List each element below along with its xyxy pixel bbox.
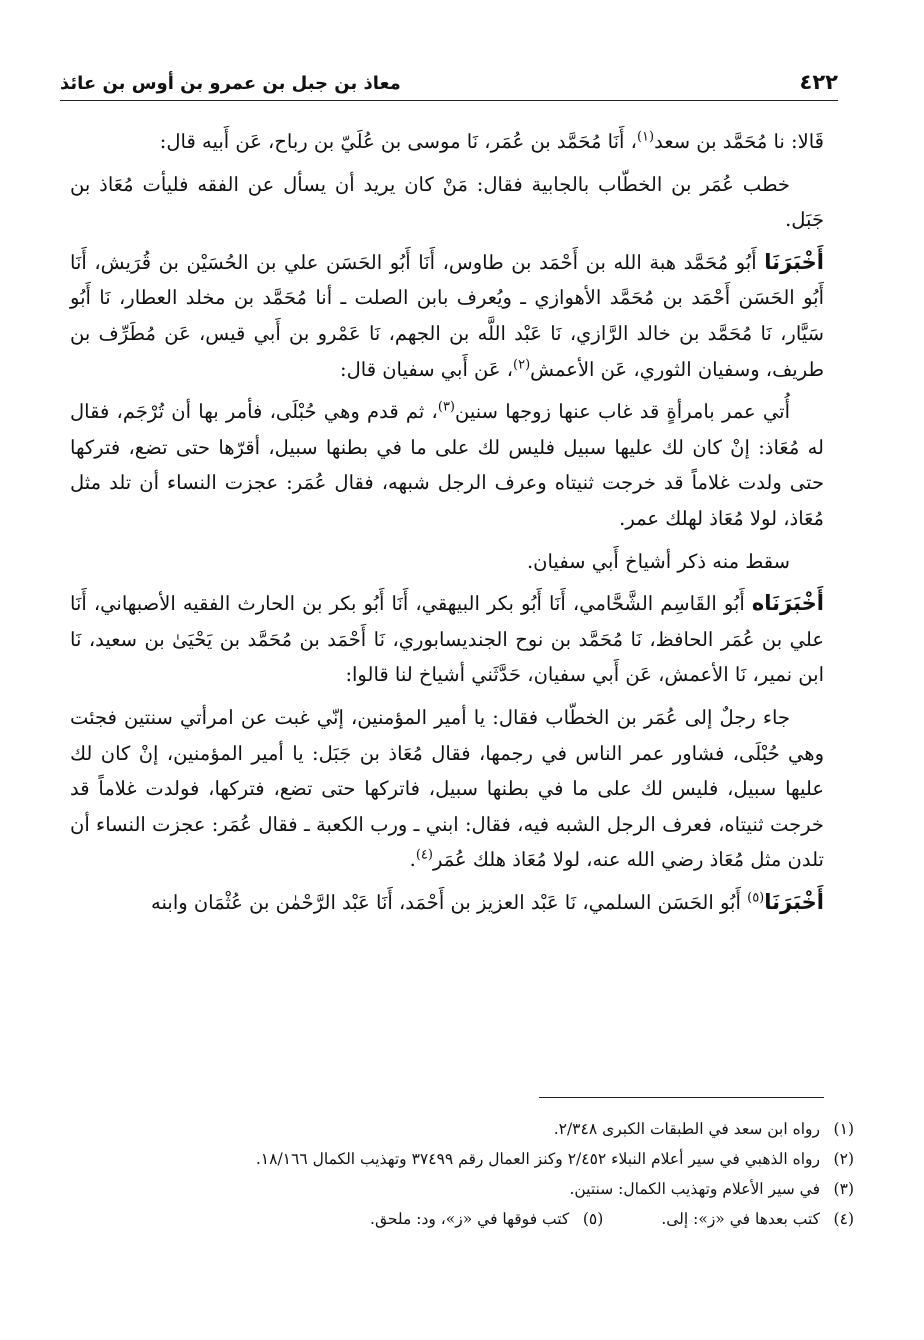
- footnote-marker[interactable]: (٤): [415, 847, 433, 863]
- footnote: [370, 1204, 603, 1234]
- footnote-rule: [539, 1097, 824, 1098]
- footnote-marker[interactable]: (٢): [513, 357, 531, 373]
- footnote-text: في سير الأعلام وتهذيب الكمال: سنتين.: [569, 1180, 820, 1198]
- footnote-row: [70, 1204, 854, 1234]
- footnote: [70, 1114, 854, 1144]
- text-paragraph: خطب عُمَر بن الخطّاب بالجابية فقال: مَنْ كان يريد أن يسأل عن الفقه فليأت مُعَاذ بن جَبَل.: [70, 172, 824, 232]
- header-rule: [60, 100, 838, 101]
- chain-keyword: أَخْبَرَنَا: [764, 249, 824, 274]
- footnote-text: رواه ابن سعد في الطبقات الكبرى ٢/٣٤٨.: [553, 1120, 820, 1138]
- text-paragraph: أُتي عمر بامرأةٍ قد غاب عنها زوجها سنين$^{(٣)}$، ثم قدم وهي حُبْلَى، فأمر بها أن تُرْجَم، فقال له مُعَاذ: إنْ كان لك عليها سبيل فليس لك على ما في بطنها سبيل، أقرّها حتى تضع، فتركها حتى ولدت غلاماً قد خرجت ثنيتاه وعرف الرجل شبهه، فقال عُمَر: عجزت النساء أن تلد مثل مُعَاذ، لولا مُعَاذ لهلك عمر.: [70, 399, 824, 530]
- isnad-paragraph: أَخْبَرَنَا أَبُو مُحَمَّد هبة الله بن أَحْمَد بن طاوس، أَنَا أَبُو الحَسَن علي بن الحُسَيْن بن قُرَيش، أَنَا أَبُو الحَسَن أَحْمَد بن مُحَمَّد الأهوازي ـ ويُعرف بابن الصلت ـ أنا مُحَمَّد بن مخلد العطار، نَا أَبُو سَيَّار، نَا مُحَمَّد بن خالد الرَّازي، نَا عَبْد اللَّه بن الجهم، نَا عَمْرو بن أَبي قيس، عَن مُطَرِّف بن طريف، وسفيان الثوري، عَن الأعمش$^{(٢)}$، عَن أَبي سفيان قال:: [70, 249, 824, 381]
- text-paragraph: جاء رجلٌ إلى عُمَر بن الخطّاب فقال: يا أمير المؤمنين، إنّي غبت عن امرأتي سنتين فجئت وهي حُبْلَى، فشاور عمر الناس في رجمها، فقال مُعَاذ بن جَبَل: يا أمير المؤمنين، إنْ كان لك عليها سبيل، فليس لك على ما في بطنها سبيل، فاتركها حتى تضع، فتركها، فولدت غلاماً قد خرجت ثنيتاه، فعرف الرجل الشبه فيه، فقال: ابني ـ ورب الكعبة ـ فقال عُمَر: عجزت النساء أن تلدن مثل مُعَاذ رضي الله عنه، لولا مُعَاذ هلك عُمَر$^{(٤)}$.: [70, 705, 824, 872]
- footnote: [70, 1144, 854, 1174]
- footnote-number: (٢): [833, 1150, 854, 1168]
- page-number: ٤٢٢: [799, 70, 838, 94]
- footnote: [70, 1174, 854, 1204]
- footnote-marker[interactable]: (١): [636, 129, 655, 145]
- footnote-marker[interactable]: (٥): [747, 890, 765, 906]
- footnote-number: (٣): [833, 1180, 854, 1198]
- running-title: معاذ بن جبل بن عمرو بن أوس بن عائذ: [60, 73, 401, 94]
- footnotes: [70, 1114, 854, 1234]
- footnote-marker[interactable]: (٣): [437, 399, 455, 415]
- footnote-text: كتب فوقها في «ز»، ود: ملحق.: [370, 1210, 570, 1228]
- main-text: [70, 124, 824, 927]
- text-paragraph: قَالا: نا مُحَمَّد بن سعد$^{(١)}$، أَنَا مُحَمَّد بن عُمَر، نَا موسى بن عُلَيّ بن رباح، عَن أَبيه قال:: [159, 129, 824, 153]
- isnad-paragraph: أَخْبَرَنَا$^{(٥)}$ أَبُو الحَسَن السلمي، نَا عَبْد العزيز بن أَحْمَد، أَنَا عَبْد الرَّحْمٰن بن عُثْمَان وابنه: [151, 889, 824, 914]
- footnote-text: كتب بعدها في «ز»: إلى.: [661, 1210, 820, 1228]
- footnote-number: (٤): [833, 1210, 854, 1228]
- footnote-number: (١): [833, 1120, 854, 1138]
- isnad-paragraph: أَخْبَرَنَاه أَبُو القَاسِم الشَّحَّامي، أَنَا أَبُو بكر البيهقي، أَنَا أَبُو بكر بن الحارث الفقيه الأصبهاني، أَنَا علي بن عُمَر الحافظ، نَا مُحَمَّد بن نوح الجنديسابوري، نَا أَحْمَد بن مُحَمَّد بن يَحْيَىٰ بن سعيد، نَا ابن نمير، نَا الأعمش، عَن أَبي سفيان، حَدَّثَني أشياخ لنا قالوا:: [70, 591, 824, 687]
- chain-keyword: أَخْبَرَنَاه: [751, 591, 824, 616]
- page-header: [60, 58, 838, 94]
- footnote: [661, 1204, 854, 1234]
- text-paragraph: سقط منه ذكر أشياخ أَبي سفيان.: [526, 549, 790, 573]
- footnote-number: (٥): [582, 1210, 604, 1228]
- footnote-text: رواه الذهبي في سير أعلام النبلاء ٢/٤٥٢ وكنز العمال رقم ٣٧٤٩٩ وتهذيب الكمال ١٨/١٦٦.: [255, 1150, 820, 1168]
- chain-keyword: أَخْبَرَنَا: [764, 889, 824, 914]
